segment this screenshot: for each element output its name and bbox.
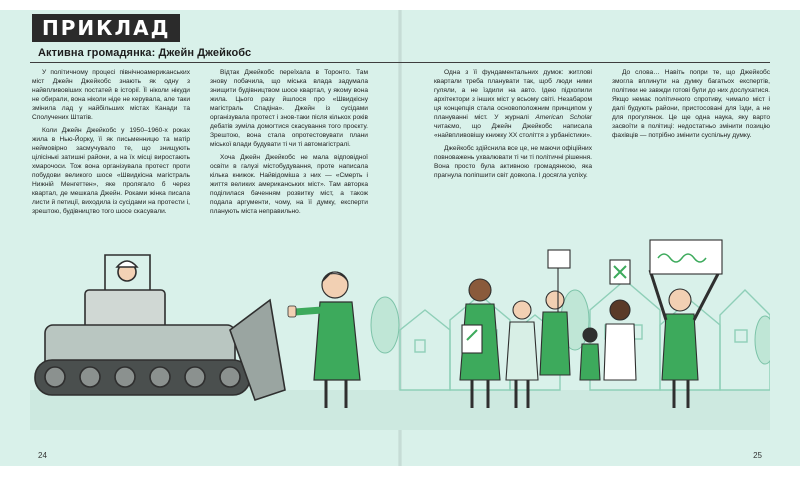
section-label: ПРИКЛАД	[42, 16, 171, 40]
page-number-right: 25	[753, 451, 762, 460]
protesters	[460, 240, 722, 408]
paragraph	[434, 68, 592, 140]
protest-illustration	[30, 230, 770, 430]
paragraph-text: Одна з її фундаментальних думок: житлові квартали треба планувати так, щоб люди ними гуляли, а не їздили на авто. Ідею підхопили архітектори з інших міст у всьому світі. Незабаром ця концепція стала основоположним принципом у плануванні міст. У журналі	[434, 69, 592, 121]
bulldozer	[35, 255, 285, 400]
page-number-left: 24	[38, 451, 47, 460]
section-banner	[32, 14, 180, 42]
ground	[30, 390, 770, 430]
paragraph: Коли Джейн Джейкобс у 1950–1960-х роках жила в Нью-Йорку, її як письменницю та матір неймовірно засмучувало те, що знищують цілісінькі затишні райони, а на їх місці виростають хмарочоси. Тож вона організувала протест проти побудови великого шосе «Швидкісна магістраль Нижній Менгеттен», яке пролягало б через квартал, де мешкала Джейн. Роками жінка писала листи й петиції, виходила із сусідами на протести і, зрештою, будівництво того шосе скасували.	[32, 127, 190, 215]
journal-name: American Scholar	[535, 114, 592, 121]
paragraph-text: читаємо, що Джейн Джейкобс написала «найвпливовішу книжку XX століття з урбаністики».	[434, 123, 592, 139]
paragraph: Хоча Джейн Джейкобс не мала відповідної освіти в галузі містобудування, проте написала кілька книжок. Найвідоміша з них — «Смерть і життя великих американських міст». Там авторка поділилася баченням розвитку міст, а також подала аргументи, чому, на її думку, експерти планують міста неправильно.	[210, 154, 368, 215]
text-column-1	[32, 68, 190, 220]
text-column-3	[434, 68, 592, 184]
paragraph: До слова… Навіть попри те, що Джейкобс змогла вплинути на думку багатьох експертів, політики не завжди готові були до них дослухатися. Якщо немає політичного спротиву, чимало міст і далі будують райони, пристосовані для їзди, а не для прогулянок. Це ще одна наука, яку варто засвоїти в політиці: недостатньо змінити позицію фахівців — потрібно змінити суспільну думку.	[612, 69, 770, 139]
background-trees	[371, 290, 770, 364]
paragraph: Відтак Джейкобс переїхала в Торонто. Там знову побачила, що міська влада задумала знищити будівництвом шосе квартал, у якому вона жила. Цього разу йшлося про «Швидкісну магістраль Спадіна». Джейн із сусідами організувала протест і знов-таки після кількох років дебатів зуміла домогтися скасування того проєкту. Зрештою, вона стала опротестовувати плани міської влади будувати ті чи ті автомагістралі.	[210, 69, 368, 148]
text-column-2	[210, 68, 368, 220]
paragraph: У політичному процесі північноамериканських міст Джейн Джейкобс знають як одну з найвпливовіших постатей в історії. Її ніколи нікуди не обирали, вона ніколи ніде не керувала, але таки змінила лад у найбільших містах Канади та Сполучених Штатів.	[32, 69, 190, 121]
article-subtitle: Активна громадянка: Джейн Джейкобс	[38, 47, 252, 59]
text-column-4	[612, 68, 770, 144]
subtitle-rule	[30, 62, 770, 63]
paragraph: Джейкобс здійснила все це, не маючи офіційних повноважень ухвалювати ті чи ті політичні рішення. Вона просто була активною громадянкою, яка прагнула поліпшити світ довкола. І досягла успіху.	[434, 145, 592, 179]
jane-jacobs-figure	[288, 272, 360, 408]
